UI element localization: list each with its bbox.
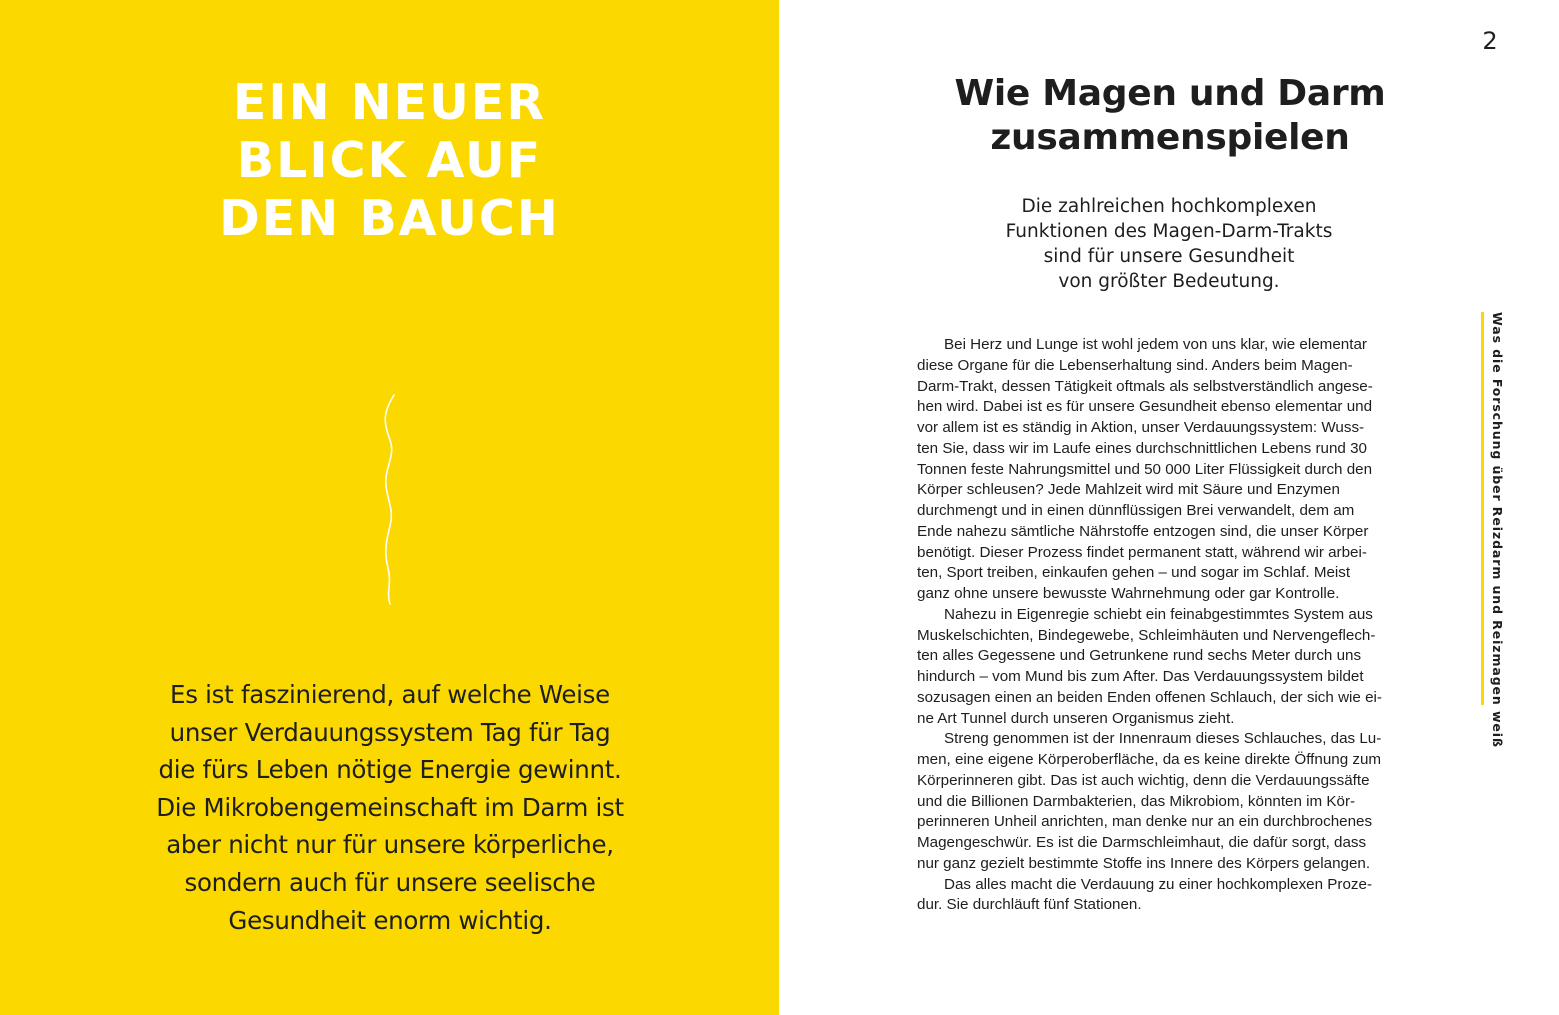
lead-line: Funktionen des Magen-Darm-Trakts (1005, 221, 1333, 242)
section-heading (880, 72, 1460, 160)
body-line: Das alles macht die Verdauung zu einer hochkomplexen Proze- (944, 875, 1373, 893)
body-line: hindurch – vom Mund bis zum After. Das Verdauungssystem bildet (917, 668, 1364, 685)
body-line: Nahezu in Eigenregie schiebt ein feinabgestimmtes System aus (944, 605, 1373, 623)
intro-line: Die Mikrobengemeinschaft im Darm ist (156, 792, 624, 822)
body-line: Bei Herz und Lunge ist wohl jedem von uns klar, wie elementar (944, 336, 1367, 353)
side-tab-label: Was die Forschung über Reizdarm und Reizmagen weiß (1490, 312, 1505, 748)
body-line: Streng genommen ist der Innenraum dieses Schlauches, das Lu- (944, 730, 1382, 748)
body-line: ganz ohne unsere bewusste Wahrnehmung oder gar Kontrolle. (917, 585, 1340, 602)
body-line: dur. Sie durchläuft fünf Stationen. (917, 896, 1142, 914)
body-line: perinneren Unheil anrichten, man denke nur an ein durchbrochenes (917, 813, 1373, 831)
intro-line: Gesundheit enorm wichtig. (228, 905, 552, 935)
page-number: 2 (1482, 27, 1498, 55)
section-heading-line: zusammenspielen (990, 117, 1350, 158)
body-line: ne Art Tunnel durch unseren Organismus zieht. (917, 709, 1235, 727)
section-heading-line: Wie Magen und Darm (954, 73, 1386, 114)
body-line: Darm-Trakt, dessen Tätigkeit oftmals als selbstverständlich angese- (917, 377, 1373, 395)
body-line: vor allem ist es ständig in Aktion, unser Verdauungssystem: Wuss- (917, 419, 1365, 436)
chapter-title (0, 74, 779, 248)
intro-line: die fürs Leben nötige Energie gewinnt. (158, 755, 622, 785)
lead-line: Die zahlreichen hochkomplexen (1021, 196, 1317, 217)
body-line: ten Sie, dass wir im Laufe eines durchschnittlichen Lebens rund 30 (917, 439, 1367, 457)
chapter-title-line: EIN NEUER (232, 74, 547, 131)
body-text (917, 335, 1423, 916)
lead-line: sind für unsere Gesundheit (1043, 246, 1295, 267)
side-tab-marker (1481, 312, 1484, 705)
intro-paragraph (110, 676, 670, 939)
body-line: benötigt. Dieser Prozess findet permanent statt, während wir arbei- (917, 543, 1367, 561)
chapter-title-line: BLICK AUF (236, 132, 543, 189)
body-line: Körper schleusen? Jede Mahlzeit wird mit Säure und Enzymen (917, 481, 1340, 499)
intro-line: sondern auch für unsere seelische (184, 867, 596, 897)
lead-paragraph (900, 194, 1438, 294)
body-line: diese Organe für die Lebenserhaltung sind. Anders beim Magen- (917, 356, 1353, 374)
body-line: Tonnen feste Nahrungsmittel und 50 000 Liter Flüssigkeit durch den (917, 460, 1373, 478)
body-line: und die Billionen Darmbakterien, das Mikrobiom, könnten im Kör- (917, 792, 1356, 810)
body-line: Magengeschwür. Es ist die Darmschleimhaut, die dafür sorgt, dass (917, 834, 1367, 851)
lead-line: von größter Bedeutung. (1058, 271, 1280, 292)
body-line: Muskelschichten, Bindegewebe, Schleimhäuten und Nervengeflech- (917, 626, 1376, 644)
body-line: nur ganz gezielt bestimmte Stoffe ins Innere des Körpers gelangen. (917, 854, 1371, 872)
body-line: men, eine eigene Körperoberfläche, da es keine direkte Öffnung zum (917, 751, 1382, 768)
body-line: ten, Sport treiben, einkaufen gehen – und sogar im Schlaf. Meist (917, 564, 1351, 582)
chapter-title-line: DEN BAUCH (219, 190, 560, 247)
intro-line: Es ist faszinierend, auf welche Weise (170, 680, 610, 709)
body-line: durchmengt und in einen dünnflüssigen Brei verwandelt, dem am (917, 502, 1355, 519)
body-line: hen wird. Dabei ist es für unsere Gesundheit ebenso elementar und (917, 398, 1373, 416)
left-page (0, 0, 779, 1015)
body-line: Körperinneren gibt. Das ist auch wichtig, denn die Verdauungssäfte (917, 771, 1370, 789)
body-line: ten alles Gegessene und Getrunkene rund sechs Meter durch uns (917, 647, 1362, 665)
intro-line: aber nicht nur für unsere körperliche, (166, 830, 614, 860)
decorative-wave-line (370, 392, 410, 607)
body-line: sozusagen einen an beiden Enden offenen Schlauch, der sich wie ei- (917, 688, 1382, 706)
body-line: Ende nahezu sämtliche Nährstoffe entzogen sind, die unser Körper (917, 522, 1369, 540)
intro-line: unser Verdauungssystem Tag für Tag (169, 717, 611, 747)
